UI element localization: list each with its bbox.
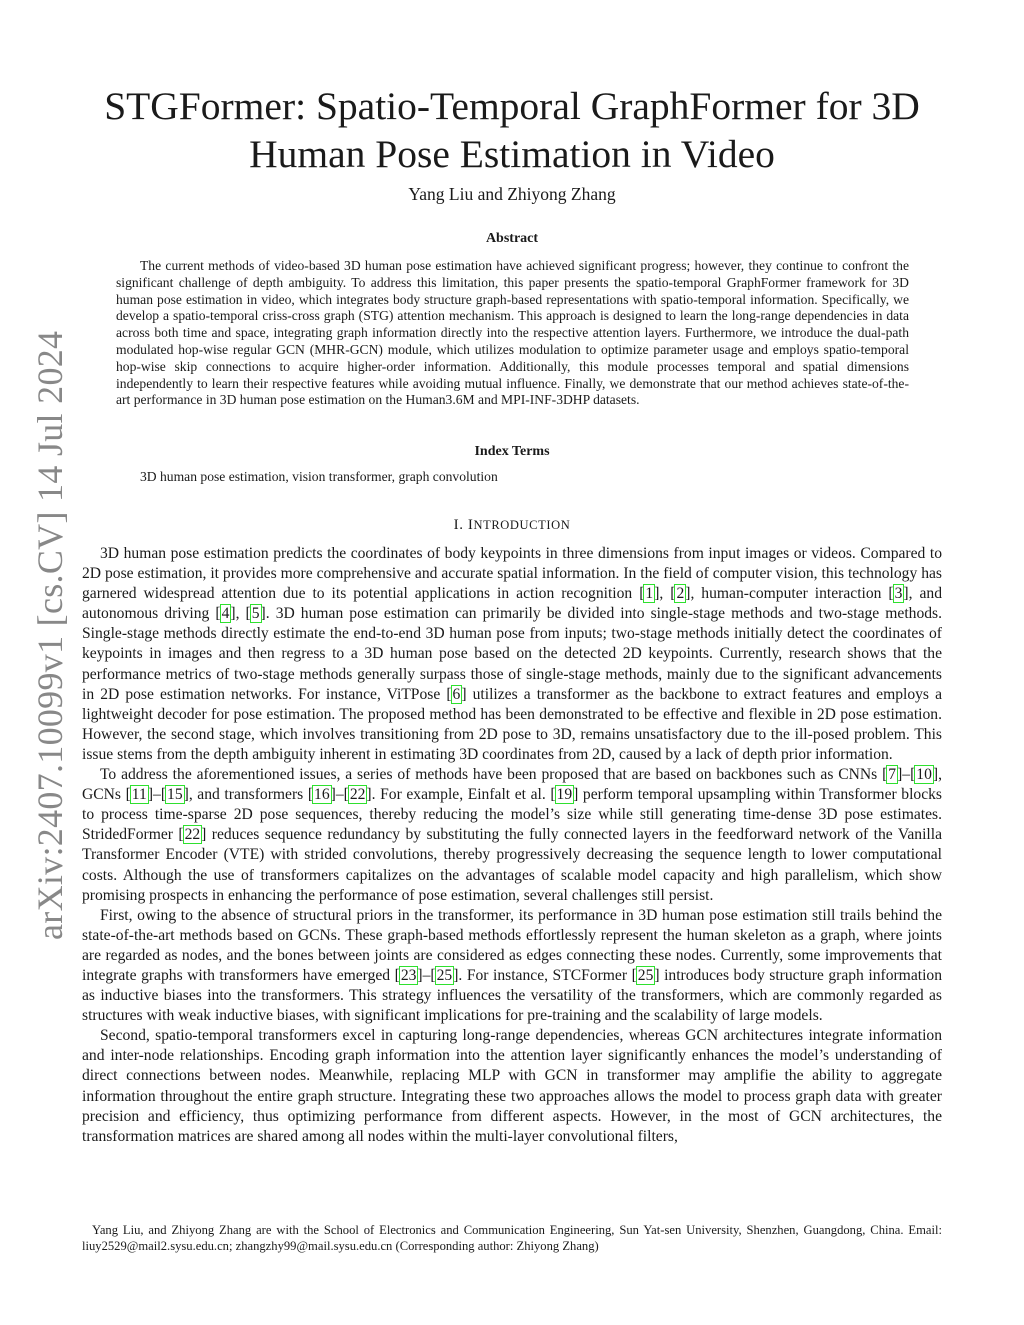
text-run: – [902, 766, 911, 784]
paragraph: Second, spatio-temporal transformers excel in capturing long-range dependencies, whereas GCN architectures integrate information and inter-node relationships. Encoding graph information into the attention layer significantly enhances the model’s understanding of direct connections between nodes. Meanwhile, replacing MLP with GCN in transformer may amplifie the ability to aggregate information throughout the entire graph structure. Integrating these two approaches allows the model to process graph data with greater precision and efficiency, thus optimizing performance from different aspects. However, in the most of GCN architectures, the transformation matrices are shared among all nodes within the multi-layer convolutional filters, [82, 1027, 942, 1145]
citation-link[interactable]: 19 [556, 786, 573, 804]
text-run: First, owing to the absence of structural priors in the transformer, its performance in 3D human pose estimation still trails behind the state-of-the-art methods based on GCNs. These graph-based methods effortlessly represent the human skeleton as a graph, where joints are regarded as nodes, and the bones between joints are considered as edges connecting these nodes. Currently, some improvements that integrate graphs with transformers have emerged [82, 906, 942, 984]
citation-link[interactable]: 22 [349, 786, 366, 804]
index-terms-text: 3D human pose estimation, vision transformer, graph convolution [140, 469, 498, 484]
text-run: – [153, 786, 161, 804]
section-numeral: I. I [453, 517, 474, 533]
paper-title: STGFormer: Spatio-Temporal GraphFormer for 3D Human Pose Estimation in Video [104, 84, 920, 176]
paragraph: First, owing to the absence of structural priors in the transformer, its performance in 3D human pose estimation still trails behind the state-of-the-art methods based on GCNs. These graph-based methods effortlessly represent the human skeleton as a graph, where joints are regarded as nodes, and the bones between joints are considered as edges connecting these nodes. Currently, some improvements that integrate graphs with transformers have emerged [23]–[25]. For instance, STCFormer [25] introduces body structure graph information as inductive biases into the transformers. This strategy influences the versatility of the transformers, which are commonly regarded as structures with weak inductive biases, with significant implications for pre-training and the scalability of large models. [82, 906, 942, 1025]
abstract-text: The current methods of video-based 3D human pose estimation have achieved significant progress; however, they continue to confront the significant challenge of depth ambiguity. To address this limitation, this paper presents the spatio-temporal GraphFormer framework for 3D human pose estimation in video, which integrates body structure graph-based representations with spatio-temporal information. Specifically, we develop a spatio-temporal criss-cross graph (STG) attention mechanism. This approach is designed to learn the long-range dependencies in data across both time and space, integrating graph information directly into the respective attention layers. Furthermore, we introduce the dual-path modulated hop-wise regular GCN (MHR-GCN) module, which utilizes modulation to optimize parameter usage and employs spatio-temporal hop-wise skip connections to acquire higher-order information. Additionally, this module processes temporal and spatial dimensions independently to learn their respective features while avoiding mutual influence. Finally, we demonstrate that our method achieves state-of-the-art performance in 3D human pose estimation on the Human3.6M and MPI-INF-3DHP datasets. [116, 258, 909, 408]
citation-link[interactable]: 6 [452, 685, 461, 703]
text-run: perform temporal upsampling within Transformer blocks to process time-sparse 2D pose sequences, thereby reducing the model’s size while still generating time-dense 3D pose estimates. StridedFormer [82, 786, 942, 844]
introduction-body [82, 544, 942, 1147]
citation-link[interactable]: 11 [131, 786, 147, 804]
citation-link[interactable]: 10 [916, 766, 932, 784]
text-run: – [422, 966, 431, 984]
abstract-heading: Abstract [485, 231, 539, 246]
text-run: , and autonomous driving [82, 585, 942, 623]
text-run: To address the aforementioned issues, a series of methods have been proposed that are based on backbones such as CNNs [100, 766, 883, 784]
text-run: 3D human pose estimation predicts the coordinates of body keypoints in three dimensions from input images or videos. Compared to 2D pose estimation, it provides more comprehensive and accurate spatial information. In the field of computer vision, this technology has garnered widespread attention due to its potential applications in action recognition [82, 545, 942, 603]
section-heading [0, 517, 1024, 534]
text-run: utilizes a transformer as the backbone to extract features and employs a lightweight decoder for pose estimation. The proposed method has been demonstrated to be effective and flexible in 2D pose estimation. However, the second stage, which involves transitioning from 2D pose to 3D, remains unsatisfactory due to the ill-posed problem. This issue stems from the depth ambiguity inherent in estimating 3D coordinates from 2D, caused by a lack of depth prior information. [82, 685, 942, 763]
paragraph: To address the aforementioned issues, a series of methods have been proposed that are based on backbones such as CNNs [7]–[10], GCNs [11]–[15], and transformers [16]–[22]. For example, Einfalt et al. [19] perform temporal upsampling within Transformer blocks to process time-sparse 2D pose sequences, thereby reducing the model’s size while still generating time-dense 3D pose estimates. StridedFormer [22] reduces sequence redundancy by substituting the fully connected layers in the feedforward network of the Vanilla Transformer Encoder (VTE) with strided convolutions, thereby progressively decreasing the sequence length to lower computational costs. Although the use of transformers capitalizes on the advantages of scalable model capacity and high parallelism, which show promising prospects in enhancing the performance of pose estimation, several challenges still persist. [82, 766, 942, 904]
index-terms-heading: Index Terms [474, 444, 550, 459]
text-run: . 3D human pose estimation can primarily be divided into single-stage methods and two-stage methods. Single-stage methods directly estimate the end-to-end 3D human pose from inputs; two-stage methods initially detect the coordinates of keypoints in images and then regress to a 3D human pose based on the detected 2D keypoints. Currently, research shows that the performance metrics of two-stage methods generally surpass those of single-stage methods, mainly due to the significant advancements in 2D pose estimation networks. For instance, ViTPose [82, 605, 943, 703]
text-run: , [235, 605, 246, 623]
citation-link[interactable]: 23 [400, 966, 417, 984]
section-title: NTRODUCTION [473, 518, 571, 532]
citation-link[interactable]: 25 [436, 966, 453, 984]
citation-link[interactable]: 1 [645, 585, 654, 603]
text-run: , and transformers [188, 786, 308, 804]
citation-link[interactable]: 2 [676, 585, 685, 603]
citation-link[interactable]: 5 [251, 605, 260, 623]
text-run: . For example, Einfalt et al. [371, 786, 551, 804]
citation-link[interactable]: 15 [167, 786, 183, 804]
text-run: , GCNs [82, 766, 942, 804]
citation-link[interactable]: 3 [894, 585, 903, 603]
citation-link[interactable]: 25 [637, 966, 654, 984]
text-run: . For instance, STCFormer [458, 966, 632, 984]
paper-authors: Yang Liu and Zhiyong Zhang [408, 184, 616, 204]
citation-link[interactable]: 7 [888, 766, 897, 784]
text-run: , [659, 585, 671, 603]
paragraph: 3D human pose estimation predicts the coordinates of body keypoints in three dimensions from input images or videos. Compared to 2D pose estimation, it provides more comprehensive and accurate spatial information. In the field of computer vision, this technology has garnered widespread attention due to its potential applications in action recognition [1], [2], human-computer interaction [3], and autonomous driving [4], [5]. 3D human pose estimation can primarily be divided into single-stage methods and two-stage methods. Single-stage methods directly estimate the end-to-end 3D human pose from inputs; two-stage methods initially detect the coordinates of keypoints in images and then regress to a 3D human pose based on the detected 2D keypoints. Currently, research shows that the performance metrics of two-stage methods generally surpass those of single-stage methods, mainly due to the significant advancements in 2D pose estimation networks. For instance, ViTPose [6] utilizes a transformer as the backbone to extract features and employs a lightweight decoder for pose estimation. The proposed method has been demonstrated to be effective and flexible in 2D pose estimation. However, the second stage, which involves transitioning from 2D pose to 3D, remains unsatisfactory due to the ill-posed problem. This issue stems from the depth ambiguity inherent in estimating 3D coordinates from 2D, caused by a lack of depth prior information. [82, 545, 943, 763]
text-run: – [335, 786, 344, 804]
citation-link[interactable]: 4 [221, 605, 230, 623]
text-run: introduces body structure graph information as inductive biases into the transformers. This strategy influences the versatility of the transformers, which are commonly regarded as structures with weak inductive biases, with significant implications for pre-training and the scalability of large models. [82, 966, 942, 1025]
citation-link[interactable]: 16 [314, 786, 330, 804]
citation-link[interactable]: 22 [184, 826, 201, 844]
footnote: Yang Liu, and Zhiyong Zhang are with the School of Electronics and Communication Engineering, Sun Yat-sen University, Shenzhen, Guangdong, China. Email: liuy2529@mail2.sysu.edu.cn; zhangzhy99@mail.sysu.edu.cn (Corresponding author: Zhiyong Zhang) [82, 1223, 942, 1253]
arxiv-side-identifier: arXiv:2407.10099v1 [cs.CV] 14 Jul 2024 [30, 330, 70, 940]
text-run: reduces sequence redundancy by substituting the fully connected layers in the feedforward network of the Vanilla Transformer Encoder (VTE) with strided convolutions, thereby progressively decreasing the sequence length to lower computational costs. Although the use of transformers capitalizes on the advantages of scalable model capacity and high parallelism, which show promising prospects in enhancing the performance of pose estimation, several challenges still persist. [82, 826, 942, 904]
text-run: , human-computer interaction [690, 585, 889, 603]
